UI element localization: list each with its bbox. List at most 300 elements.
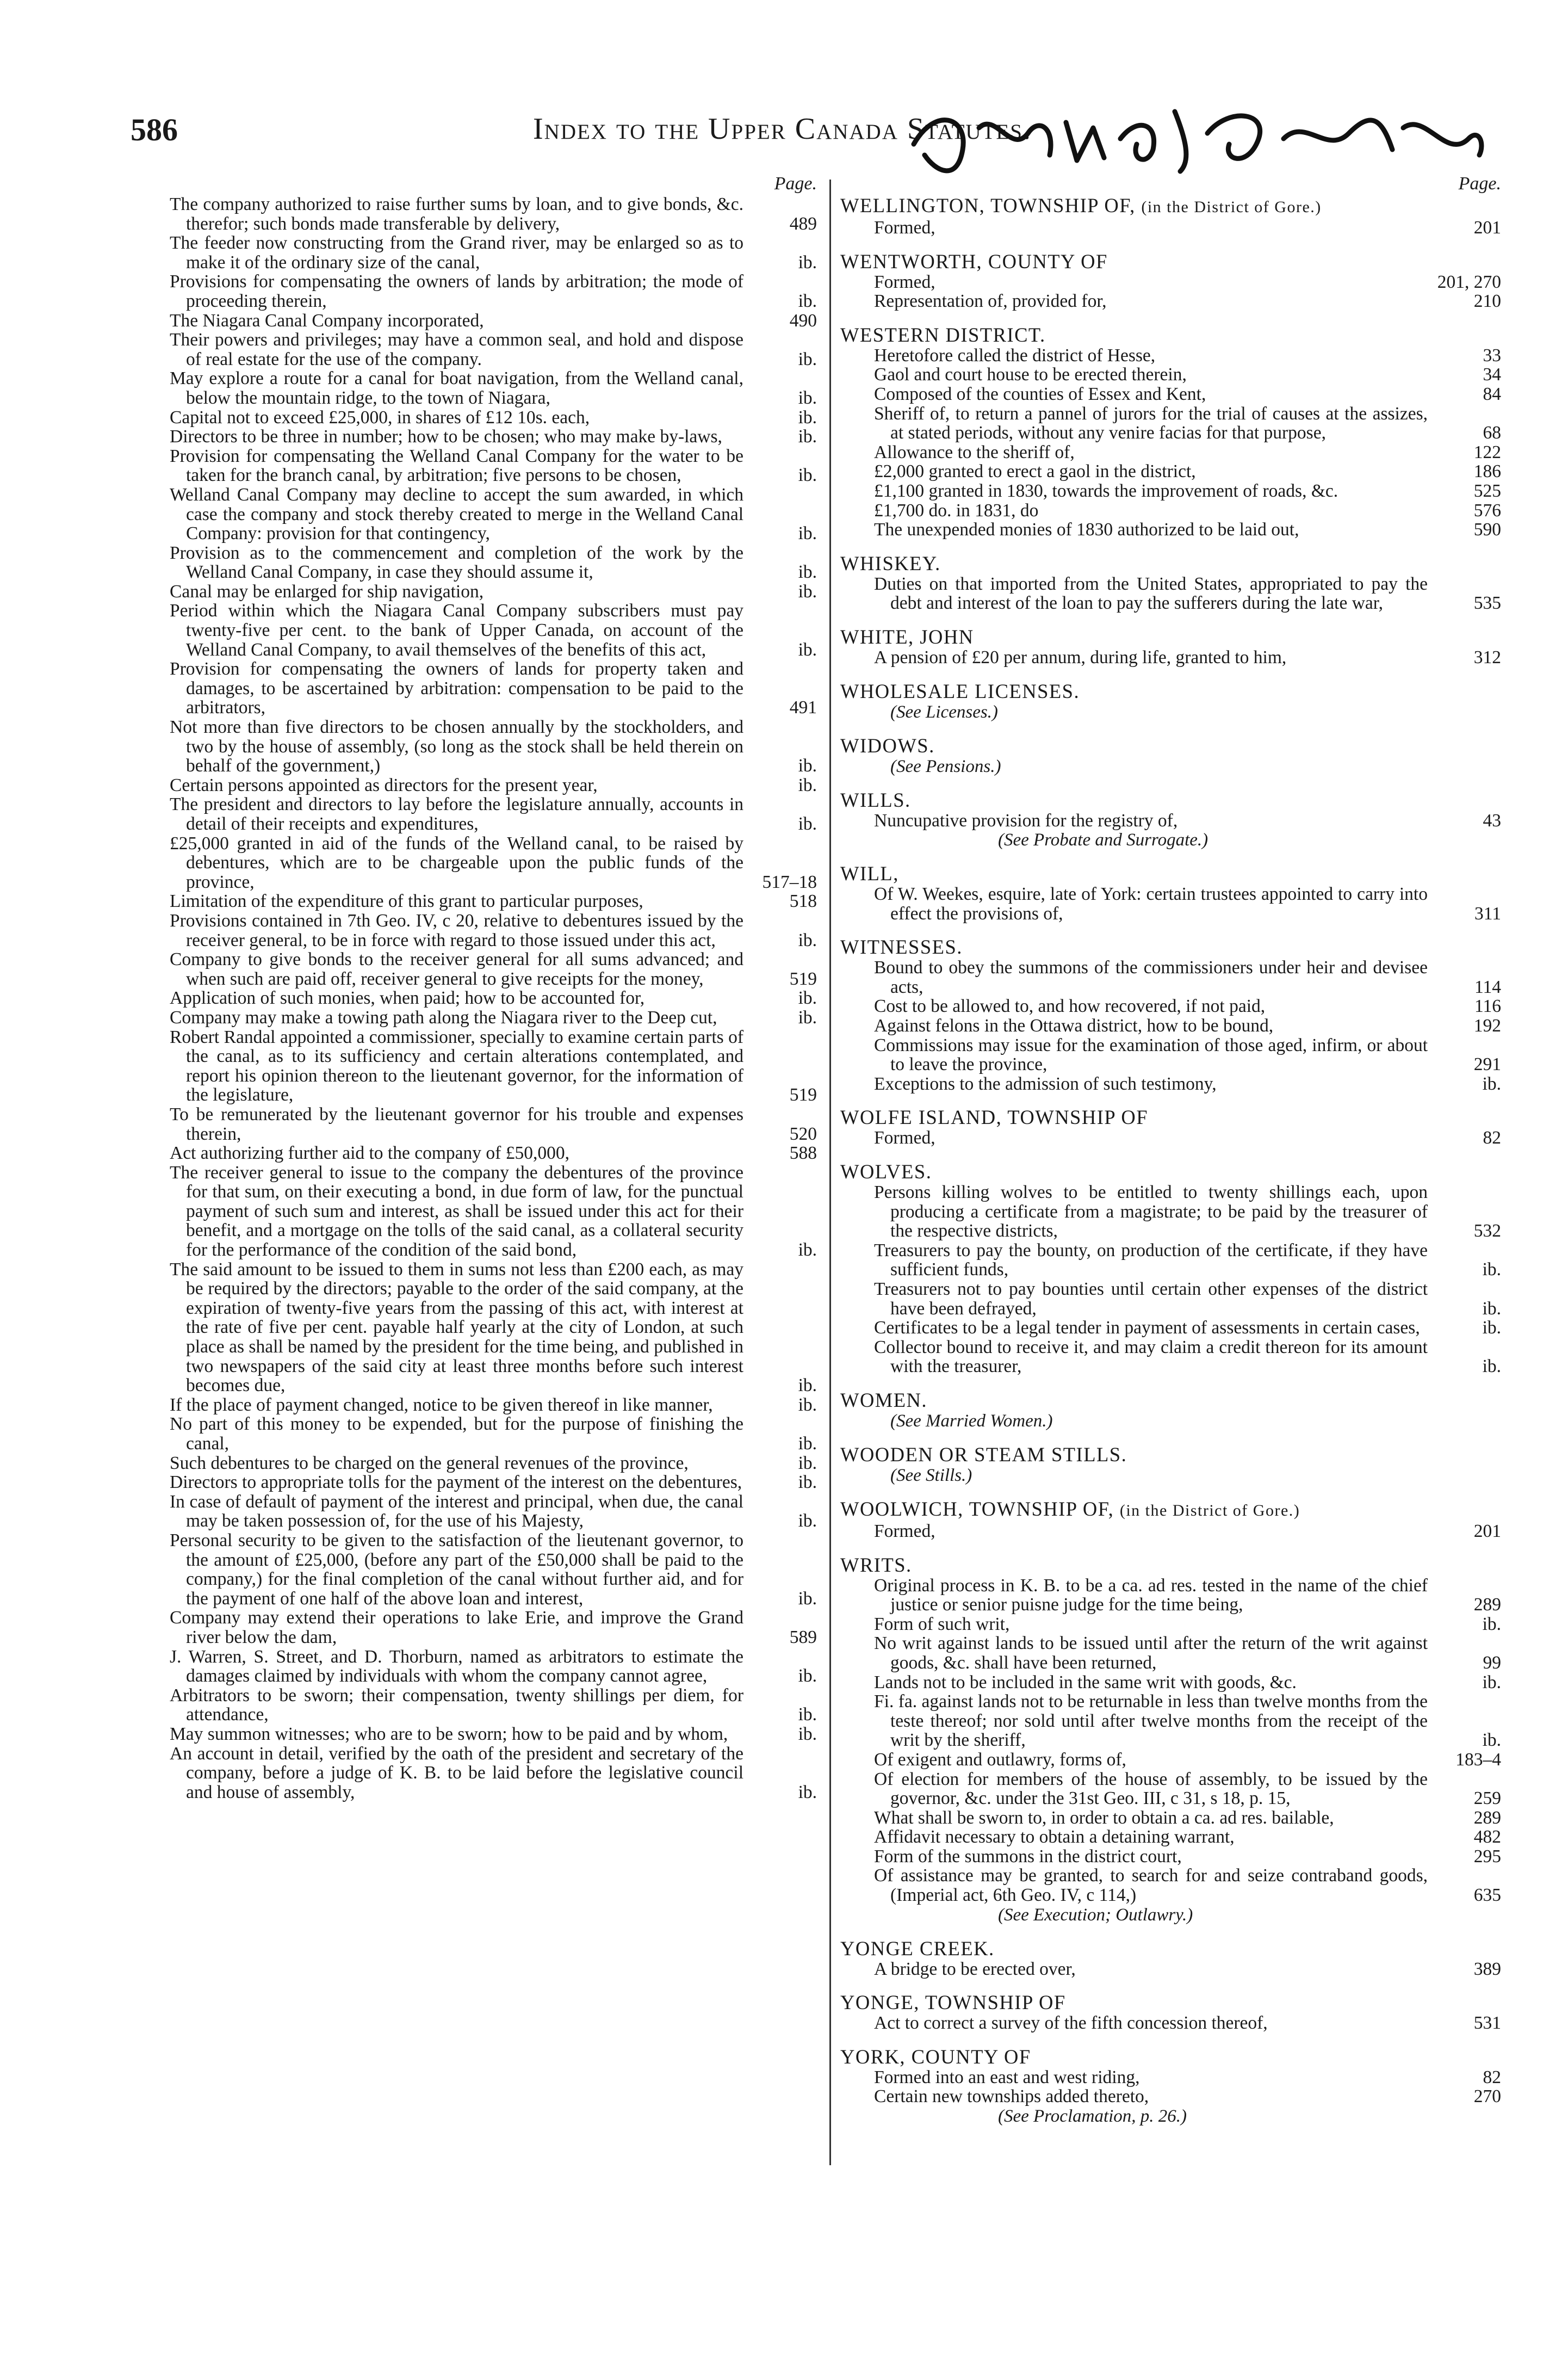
entry-text: £1,700 do. in 1831, do bbox=[874, 500, 1039, 521]
index-heading bbox=[840, 789, 1501, 811]
page-ref: 183–4 bbox=[1455, 1749, 1501, 1770]
entry-text: Application of such monies, when paid; how to be accounted for, bbox=[170, 988, 645, 1009]
cross-reference: (See Stills.) bbox=[890, 1465, 972, 1485]
index-entry bbox=[170, 1260, 817, 1395]
entry-text: Duties on that imported from the United States, appropriated to pay the debt and interest of the loan to pay the sufferers during the late war, bbox=[874, 573, 1428, 614]
page-ref: ib. bbox=[798, 387, 817, 408]
entry-text: Such debentures to be charged on the general revenues of the province, bbox=[170, 1453, 689, 1473]
page-ref: 311 bbox=[1474, 903, 1501, 924]
entry-text: £25,000 granted in aid of the funds of the Welland canal, to be raised by debentures, which are to be chargeable upon the public funds of the province, bbox=[170, 833, 743, 892]
heading-title: WOODEN OR STEAM STILLS. bbox=[840, 1443, 1127, 1466]
index-subentry bbox=[840, 1847, 1501, 1867]
index-subentry bbox=[840, 501, 1501, 521]
page-ref: ib. bbox=[798, 407, 817, 428]
entry-text: £1,100 granted in 1830, towards the improvement of roads, &c. bbox=[874, 480, 1338, 501]
entry-text: Formed, bbox=[874, 218, 935, 238]
entry-text: Certain new townships added thereto, bbox=[874, 2086, 1149, 2107]
entry-text: Persons killing wolves to be entitled to twenty shillings each, upon producing a certificate from a magistrate; to be paid by the treasurer of the respective districts, bbox=[874, 1182, 1428, 1241]
column-divider bbox=[829, 180, 831, 2165]
page-ref: ib. bbox=[798, 1704, 817, 1725]
index-subentry bbox=[840, 2087, 1501, 2106]
page-ref: 186 bbox=[1473, 461, 1501, 482]
entry-text: Nuncupative provision for the registry of, bbox=[874, 810, 1178, 831]
page-ref: ib. bbox=[798, 1434, 817, 1454]
index-subentry bbox=[840, 1522, 1501, 1541]
page-ref: ib. bbox=[798, 775, 817, 795]
page-ref: ib. bbox=[798, 1723, 817, 1744]
entry-text: Collector bound to receive it, and may claim a credit thereon for its amount with the treasurer, bbox=[874, 1337, 1428, 1377]
index-subentry bbox=[840, 385, 1501, 404]
entry-text: Directors to appropriate tolls for the payment of the interest on the debentures, bbox=[170, 1472, 742, 1493]
page-ref: ib. bbox=[798, 1666, 817, 1686]
page-ref: 289 bbox=[1473, 1595, 1501, 1615]
entry-text: An account in detail, verified by the oath of the president and secretary of the company, before a judge of K. B. to be laid before the legislative council and house of assembly, bbox=[170, 1743, 743, 1802]
page-ref: ib. bbox=[1482, 1672, 1501, 1692]
entry-text: Directors to be three in number; how to be chosen; who may make by-laws, bbox=[170, 427, 722, 447]
page-ref: 312 bbox=[1473, 647, 1501, 668]
page-ref: ib. bbox=[798, 349, 817, 369]
heading-subtitle: (in the District of Gore.) bbox=[1119, 1501, 1300, 1519]
page-ref: 289 bbox=[1473, 1807, 1501, 1828]
entry-text: Their powers and privileges; may have a common seal, and hold and dispose of real estate for the use of the company. bbox=[170, 330, 743, 369]
page-ref: ib. bbox=[798, 581, 817, 602]
index-entry bbox=[170, 1531, 817, 1608]
entry-text: Gaol and court house to be erected therein, bbox=[874, 364, 1187, 385]
page-ref: 518 bbox=[789, 891, 817, 912]
index-subentry bbox=[840, 1808, 1501, 1828]
heading-title: YORK, COUNTY OF bbox=[840, 2045, 1031, 2068]
index-subentry bbox=[840, 885, 1501, 923]
page-label: Page. bbox=[1458, 174, 1501, 194]
index-heading bbox=[840, 681, 1501, 702]
index-heading bbox=[840, 936, 1501, 958]
entry-text: Representation of, provided for, bbox=[874, 291, 1107, 312]
handwritten-signature bbox=[903, 95, 1490, 177]
entry-text: If the place of payment changed, notice to be given thereof in like manner, bbox=[170, 1394, 713, 1415]
index-subentry bbox=[840, 1770, 1501, 1808]
index-subentry bbox=[840, 574, 1501, 613]
index-entry bbox=[170, 1144, 817, 1163]
running-head: Index to the Upper Canada Statutes. bbox=[533, 112, 1032, 146]
heading-title: WELLINGTON, TOWNSHIP OF, bbox=[840, 194, 1136, 217]
entry-text: Against felons in the Ottawa district, how to be bound, bbox=[874, 1016, 1274, 1036]
index-entry bbox=[170, 1163, 817, 1260]
page-ref: 490 bbox=[789, 310, 817, 331]
index-entry bbox=[170, 1105, 817, 1144]
index-entry bbox=[170, 1028, 817, 1105]
index-entry bbox=[170, 1686, 817, 1725]
entry-text: Composed of the counties of Essex and Kent, bbox=[874, 384, 1206, 404]
entry-text: Exceptions to the admission of such testimony, bbox=[874, 1073, 1217, 1094]
page-ref: 531 bbox=[1473, 2013, 1501, 2034]
entry-text: Welland Canal Company may decline to accept the sum awarded, in which case the company and stock thereby created to merge in the Welland Canal Company: provision for that contingency, bbox=[170, 484, 743, 544]
index-subentry bbox=[840, 1074, 1501, 1094]
right-column bbox=[840, 173, 1501, 2126]
index-entry bbox=[170, 330, 817, 369]
left-column bbox=[170, 173, 817, 1802]
heading-title: YONGE CREEK. bbox=[840, 1937, 995, 1960]
index-heading bbox=[840, 553, 1501, 574]
entry-text: Act authorizing further aid to the company of £50,000, bbox=[170, 1143, 569, 1164]
page-ref: 84 bbox=[1483, 384, 1501, 404]
entry-text: May summon witnesses; who are to be sworn; how to be paid and by whom, bbox=[170, 1723, 728, 1744]
entry-text: Formed, bbox=[874, 271, 935, 292]
index-subentry bbox=[840, 1750, 1501, 1770]
heading-title: WOMEN. bbox=[840, 1388, 928, 1411]
index-subentry bbox=[840, 292, 1501, 311]
index-entry bbox=[170, 659, 817, 718]
page-ref: 489 bbox=[789, 213, 817, 234]
page-ref: ib. bbox=[798, 1511, 817, 1531]
page-ref: ib. bbox=[1482, 1259, 1501, 1280]
index-heading bbox=[840, 1554, 1501, 1576]
entry-text: Allowance to the sheriff of, bbox=[874, 442, 1075, 462]
index-entry bbox=[170, 1473, 817, 1492]
page-ref: 192 bbox=[1473, 1016, 1501, 1036]
index-subentry bbox=[840, 1338, 1501, 1376]
entry-text: Period within which the Niagara Canal Company subscribers must pay twenty-five per cent. to the bank of Upper Canada, on account of the Welland Canal Company, to avail themselves of the benefits of this act, bbox=[170, 601, 743, 660]
index-subentry bbox=[840, 2013, 1501, 2033]
page-ref: 122 bbox=[1473, 442, 1501, 462]
page-label: Page. bbox=[774, 174, 817, 194]
entry-text: Act to correct a survey of the fifth concession thereof, bbox=[874, 2013, 1268, 2034]
cross-reference: (See Proclamation, p. 26.) bbox=[998, 2106, 1187, 2127]
page-ref: 589 bbox=[789, 1627, 817, 1647]
page-ref: ib. bbox=[1482, 1073, 1501, 1094]
cross-reference: (See Probate and Surrogate.) bbox=[998, 830, 1208, 850]
heading-title: WOLVES. bbox=[840, 1160, 932, 1183]
page-ref: 43 bbox=[1483, 810, 1501, 831]
index-subentry bbox=[840, 1280, 1501, 1318]
page-ref: ib. bbox=[798, 756, 817, 776]
page-ref: 482 bbox=[1473, 1827, 1501, 1848]
entry-text: Personal security to be given to the satisfaction of the lieutenant governor, to the amount of £25,000, (before any part of the £50,000 shall be paid to the company,) for the final completion of the canal without further aid, and for the payment of one half of the above loan and interest, bbox=[170, 1530, 743, 1609]
cross-reference: (See Married Women.) bbox=[890, 1411, 1053, 1431]
entry-text: Provisions contained in 7th Geo. IV, c 20, relative to debentures issued by the receiver general, to be in force with regard to those issued under this act, bbox=[170, 910, 743, 950]
entry-text: £2,000 granted to erect a gaol in the district, bbox=[874, 461, 1196, 482]
entry-text: Heretofore called the district of Hesse, bbox=[874, 345, 1156, 366]
index-subentry bbox=[840, 481, 1501, 501]
index-entry bbox=[170, 795, 817, 833]
index-heading bbox=[840, 863, 1501, 885]
index-entry bbox=[170, 272, 817, 311]
index-entry bbox=[170, 311, 817, 331]
index-subentry bbox=[840, 1576, 1501, 1615]
index-entry bbox=[170, 988, 817, 1008]
index-subentry bbox=[840, 1016, 1501, 1036]
page-ref: 68 bbox=[1483, 423, 1501, 443]
index-subentry bbox=[840, 648, 1501, 668]
index-heading bbox=[840, 1498, 1501, 1522]
entry-text: The Niagara Canal Company incorporated, bbox=[170, 310, 484, 331]
entry-text: Provision for compensating the owners of lands for property taken and damages, to be ascertained by arbitration: compensation to be paid to the arbitrators, bbox=[170, 659, 743, 718]
entry-text: Form of such writ, bbox=[874, 1614, 1010, 1634]
heading-title: WHOLESALE LICENSES. bbox=[840, 679, 1080, 702]
heading-title: WIDOWS. bbox=[840, 734, 935, 757]
page-ref: 33 bbox=[1483, 345, 1501, 366]
index-entry bbox=[170, 408, 817, 428]
entry-text: A pension of £20 per annum, during life, granted to him, bbox=[874, 647, 1287, 668]
index-heading bbox=[840, 251, 1501, 273]
entry-text: Commissions may issue for the examination of those aged, infirm, or about to leave the province, bbox=[874, 1035, 1428, 1075]
index-subentry bbox=[840, 520, 1501, 540]
index-subentry bbox=[840, 1866, 1501, 1905]
entry-text: Of election for members of the house of assembly, to be issued by the governor, &c. under the 31st Geo. III, c 31, s 18, p. 15, bbox=[874, 1769, 1428, 1809]
page-ref: 295 bbox=[1473, 1846, 1501, 1867]
index-entry bbox=[170, 718, 817, 776]
page-number: 586 bbox=[131, 112, 178, 147]
entry-text: The unexpended monies of 1830 authorized to be laid out, bbox=[874, 520, 1299, 540]
page-ref: ib. bbox=[798, 1453, 817, 1473]
index-entry bbox=[170, 369, 817, 407]
entry-text: Provision for compensating the Welland Canal Company for the water to be taken for the branch canal, by arbitration; five persons to be chosen, bbox=[170, 446, 743, 486]
index-heading bbox=[840, 2046, 1501, 2068]
page-ref: 114 bbox=[1474, 977, 1501, 997]
entry-text: Of assistance may be granted, to search for and seize contraband goods, (Imperial act, 6th Geo. IV, c 114,) bbox=[874, 1865, 1428, 1906]
index-heading bbox=[840, 1992, 1501, 2013]
index-entry bbox=[170, 892, 817, 911]
page-ref: ib. bbox=[798, 291, 817, 311]
right-entries bbox=[840, 195, 1501, 2126]
entry-text: Form of the summons in the district court, bbox=[874, 1846, 1182, 1867]
index-subentry bbox=[840, 1615, 1501, 1634]
entry-text: Fi. fa. against lands not to be returnable in less than twelve months from the teste thereof; nor sold until after twelve months from the receipt of the writ by the sheriff, bbox=[874, 1691, 1428, 1751]
entry-text: Affidavit necessary to obtain a detaining warrant, bbox=[874, 1827, 1235, 1848]
cross-reference: (See Execution; Outlawry.) bbox=[998, 1905, 1193, 1925]
index-entry bbox=[170, 1008, 817, 1028]
entry-text: A bridge to be erected over, bbox=[874, 1958, 1076, 1979]
index-heading bbox=[840, 735, 1501, 757]
page-ref: 99 bbox=[1483, 1652, 1501, 1673]
heading-title: WITNESSES. bbox=[840, 936, 963, 959]
index-subentry bbox=[840, 1128, 1501, 1148]
page-ref: ib. bbox=[1482, 1730, 1501, 1751]
page-ref: 116 bbox=[1474, 996, 1501, 1017]
entry-text: Certificates to be a legal tender in payment of assessments in certain cases, bbox=[874, 1318, 1420, 1338]
heading-subtitle: (in the District of Gore.) bbox=[1141, 198, 1322, 216]
index-entry bbox=[170, 1492, 817, 1531]
page-ref: 389 bbox=[1473, 1958, 1501, 1979]
entry-text: Treasurers to pay the bounty, on production of the certificate, if they have sufficient funds, bbox=[874, 1240, 1428, 1280]
page-ref: 259 bbox=[1473, 1788, 1501, 1809]
index-entry bbox=[170, 233, 817, 272]
index-entry bbox=[170, 601, 817, 659]
index-entry bbox=[170, 1454, 817, 1473]
page-ref: 588 bbox=[789, 1143, 817, 1164]
index-subentry bbox=[840, 365, 1501, 385]
index-subentry bbox=[840, 1634, 1501, 1672]
page-ref: ib. bbox=[798, 814, 817, 834]
index-subentry bbox=[840, 997, 1501, 1016]
heading-title: WILL, bbox=[840, 862, 899, 885]
index-subentry bbox=[840, 462, 1501, 481]
index-subentry bbox=[840, 1318, 1501, 1338]
entry-text: Provision as to the commencement and completion of the work by the Welland Canal Company, in case they should assume it, bbox=[170, 542, 743, 583]
entry-text: Formed into an east and west riding, bbox=[874, 2067, 1140, 2087]
index-subentry bbox=[840, 404, 1501, 443]
entry-text: Limitation of the expenditure of this grant to particular purposes, bbox=[170, 891, 643, 912]
entry-text: Formed, bbox=[874, 1521, 935, 1541]
page-ref: ib. bbox=[798, 252, 817, 273]
entry-text: Capital not to exceed £25,000, in shares of £12 10s. each, bbox=[170, 407, 590, 428]
page-ref: 525 bbox=[1473, 480, 1501, 501]
index-entry bbox=[170, 950, 817, 988]
left-entries bbox=[170, 195, 817, 1802]
page-ref: ib. bbox=[798, 523, 817, 544]
entry-text: Bound to obey the summons of the commissioners under heir and devisee acts, bbox=[874, 957, 1428, 997]
entry-text: J. Warren, S. Street, and D. Thorburn, named as arbitrators to estimate the damages claimed by individuals with whom the company cannot agree, bbox=[170, 1646, 743, 1686]
entry-text: Canal may be enlarged for ship navigation, bbox=[170, 581, 484, 602]
index-subentry bbox=[840, 1692, 1501, 1750]
entry-text: Original process in K. B. to be a ca. ad res. tested in the name of the chief justice or senior puisne judge for the time being, bbox=[874, 1575, 1428, 1615]
page-ref: 34 bbox=[1483, 364, 1501, 385]
index-heading bbox=[840, 195, 1501, 218]
index-entry bbox=[170, 776, 817, 795]
index-heading bbox=[840, 324, 1501, 346]
index-subentry bbox=[840, 1960, 1501, 1979]
page-ref: 519 bbox=[789, 968, 817, 989]
page-ref: ib. bbox=[798, 1007, 817, 1028]
page-ref: ib. bbox=[798, 930, 817, 950]
page-ref: 210 bbox=[1473, 291, 1501, 312]
index-subentry bbox=[840, 1827, 1501, 1847]
index-entry bbox=[170, 485, 817, 543]
page-ref: 270 bbox=[1473, 2086, 1501, 2107]
index-entry bbox=[170, 1725, 817, 1744]
entry-text: Treasurers not to pay bounties until certain other expenses of the district have been defrayed, bbox=[874, 1279, 1428, 1319]
page-ref: 532 bbox=[1473, 1221, 1501, 1241]
index-heading bbox=[840, 1444, 1501, 1466]
index-heading bbox=[840, 1161, 1501, 1183]
entry-text: The company authorized to raise further sums by loan, and to give bonds, &c. therefor; such bonds made transferable by delivery, bbox=[170, 194, 743, 234]
page-ref: 82 bbox=[1483, 1128, 1501, 1148]
index-entry bbox=[170, 1744, 817, 1802]
index-entry bbox=[170, 1414, 817, 1453]
index-subentry bbox=[840, 218, 1501, 238]
page-ref: 635 bbox=[1473, 1885, 1501, 1906]
index-heading bbox=[840, 1938, 1501, 1960]
entry-text: Sheriff of, to return a pannel of jurors for the trial of causes at the assizes, at stated periods, without any venire facias for that purpose, bbox=[874, 403, 1428, 443]
page-ref: ib. bbox=[1482, 1298, 1501, 1319]
index-subentry bbox=[840, 1673, 1501, 1692]
page-header bbox=[0, 112, 1568, 177]
entry-text: No writ against lands to be issued until after the return of the writ against goods, &c. shall have been returned, bbox=[874, 1633, 1428, 1673]
page-ref: 201 bbox=[1473, 1521, 1501, 1541]
index-subentry bbox=[840, 958, 1501, 997]
index-entry bbox=[170, 582, 817, 602]
index-subentry bbox=[840, 346, 1501, 366]
page-ref: ib. bbox=[1482, 1614, 1501, 1634]
entry-text: The receiver general to issue to the company the debentures of the province for that sum, on their executing a bond, in due form of law, for the punctual payment of such sum and interest, as shall be issued under this act for their benefit, and a mortgage on the tolls of the said canal, as a collateral security for the performance of the condition of the said bond, bbox=[170, 1162, 743, 1261]
index-subentry bbox=[840, 811, 1501, 831]
entry-text: What shall be sworn to, in order to obtain a ca. ad res. bailable, bbox=[874, 1807, 1334, 1828]
heading-title: WHISKEY. bbox=[840, 552, 941, 574]
page-ref: 82 bbox=[1483, 2067, 1501, 2087]
page-ref: 590 bbox=[1473, 520, 1501, 540]
page-ref: ib. bbox=[798, 988, 817, 1009]
entry-text: Provisions for compensating the owners of lands by arbitration; the mode of proceeding therein, bbox=[170, 271, 743, 311]
page-ref: ib. bbox=[798, 465, 817, 486]
page-ref: ib. bbox=[798, 562, 817, 583]
page-ref: ib. bbox=[798, 1588, 817, 1609]
page-ref: 520 bbox=[789, 1123, 817, 1144]
heading-title: WHITE, JOHN bbox=[840, 625, 974, 648]
page-ref: 576 bbox=[1473, 500, 1501, 521]
entry-text: Company to give bonds to the receiver general for all sums advanced; and when such are paid off, receiver general to give receipts for the money, bbox=[170, 949, 743, 989]
heading-title: WRITS. bbox=[840, 1553, 912, 1576]
entry-text: Of exigent and outlawry, forms of, bbox=[874, 1749, 1126, 1770]
page-ref: ib. bbox=[798, 427, 817, 447]
page-ref: ib. bbox=[798, 1394, 817, 1415]
page-ref: 517–18 bbox=[762, 872, 817, 892]
entry-text: Company may extend their operations to lake Erie, and improve the Grand river below the dam, bbox=[170, 1608, 743, 1647]
page-ref: 201, 270 bbox=[1437, 271, 1501, 292]
entry-text: Company may make a towing path along the Niagara river to the Deep cut, bbox=[170, 1007, 717, 1028]
entry-text: Lands not to be included in the same writ with goods, &c. bbox=[874, 1672, 1297, 1692]
index-heading bbox=[840, 626, 1501, 648]
heading-title: WOOLWICH, TOWNSHIP OF, bbox=[840, 1497, 1114, 1520]
entry-text: The said amount to be issued to them in sums not less than £200 each, as may be required by the directors; payable to the order of the said company, at the expiration of twenty-five years from the passing of this act, with interest at the rate of five per cent. payable half yearly at the city of London, at such place as shall be named by the president for the time being, and published in two newspapers of the said city at least three months before such interest becomes due, bbox=[170, 1259, 743, 1396]
entry-text: To be remunerated by the lieutenant governor for his trouble and expenses therein, bbox=[170, 1104, 743, 1144]
index-subentry bbox=[840, 273, 1501, 292]
index-entry bbox=[170, 447, 817, 485]
page-ref: 535 bbox=[1473, 593, 1501, 614]
heading-title: WOLFE ISLAND, TOWNSHIP OF bbox=[840, 1106, 1149, 1129]
heading-title: WENTWORTH, COUNTY OF bbox=[840, 250, 1108, 273]
index-entry bbox=[170, 1608, 817, 1647]
page-ref: ib. bbox=[798, 639, 817, 660]
cross-reference: (See Licenses.) bbox=[890, 702, 998, 722]
page-ref: ib. bbox=[798, 1375, 817, 1396]
index-entry bbox=[170, 1395, 817, 1415]
page-ref: 519 bbox=[789, 1085, 817, 1105]
index-subentry bbox=[840, 1183, 1501, 1241]
entry-text: The feeder now constructing from the Grand river, may be enlarged so as to make it of the ordinary size of the canal, bbox=[170, 233, 743, 273]
page-ref: ib. bbox=[798, 1782, 817, 1802]
page-ref: ib. bbox=[798, 1240, 817, 1261]
index-entry bbox=[170, 1647, 817, 1686]
heading-title: YONGE, TOWNSHIP OF bbox=[840, 1991, 1066, 2014]
entry-text: Of W. Weekes, esquire, late of York: certain trustees appointed to carry into effect the provisions of, bbox=[874, 884, 1428, 924]
index-entry bbox=[170, 834, 817, 892]
entry-text: In case of default of payment of the interest and principal, when due, the canal may be taken possession of, for the use of his Majesty, bbox=[170, 1491, 743, 1531]
page-ref: 291 bbox=[1473, 1054, 1501, 1075]
index-subentry bbox=[840, 2068, 1501, 2087]
heading-title: WESTERN DISTRICT. bbox=[840, 323, 1046, 346]
index-subentry bbox=[840, 1036, 1501, 1074]
entry-text: Not more than five directors to be chosen annually by the stockholders, and two by the house of assembly, (so long as the stock shall be held therein on behalf of the government,) bbox=[170, 717, 743, 776]
page-ref: ib. bbox=[798, 1472, 817, 1493]
entry-text: May explore a route for a canal for boat navigation, from the Welland canal, below the mountain ridge, to the town of Niagara, bbox=[170, 368, 743, 408]
entry-text: Formed, bbox=[874, 1128, 935, 1148]
index-entry bbox=[170, 427, 817, 447]
entry-text: No part of this money to be expended, but for the purpose of finishing the canal, bbox=[170, 1414, 743, 1454]
entry-text: Certain persons appointed as directors for the present year, bbox=[170, 775, 598, 795]
page-ref: 201 bbox=[1473, 218, 1501, 238]
page-ref: ib. bbox=[1482, 1356, 1501, 1377]
entry-text: Arbitrators to be sworn; their compensation, twenty shillings per diem, for attendance, bbox=[170, 1685, 743, 1725]
index-subentry bbox=[840, 1241, 1501, 1280]
cross-reference: (See Pensions.) bbox=[890, 756, 1001, 776]
index-entry bbox=[170, 543, 817, 582]
entry-text: The president and directors to lay before the legislature annually, accounts in detail of their receipts and expenditures, bbox=[170, 794, 743, 834]
entry-text: Robert Randal appointed a commissioner, specially to examine certain parts of the canal, as to its sufficiency and certain alterations contemplated, and report his opinion thereon to the lieutenant governor, for the information of the legislature, bbox=[170, 1027, 743, 1105]
index-heading bbox=[840, 1389, 1501, 1411]
page-ref: 491 bbox=[789, 697, 817, 718]
index-subentry bbox=[840, 443, 1501, 462]
page-ref: ib. bbox=[1482, 1318, 1501, 1338]
index-heading bbox=[840, 1107, 1501, 1128]
